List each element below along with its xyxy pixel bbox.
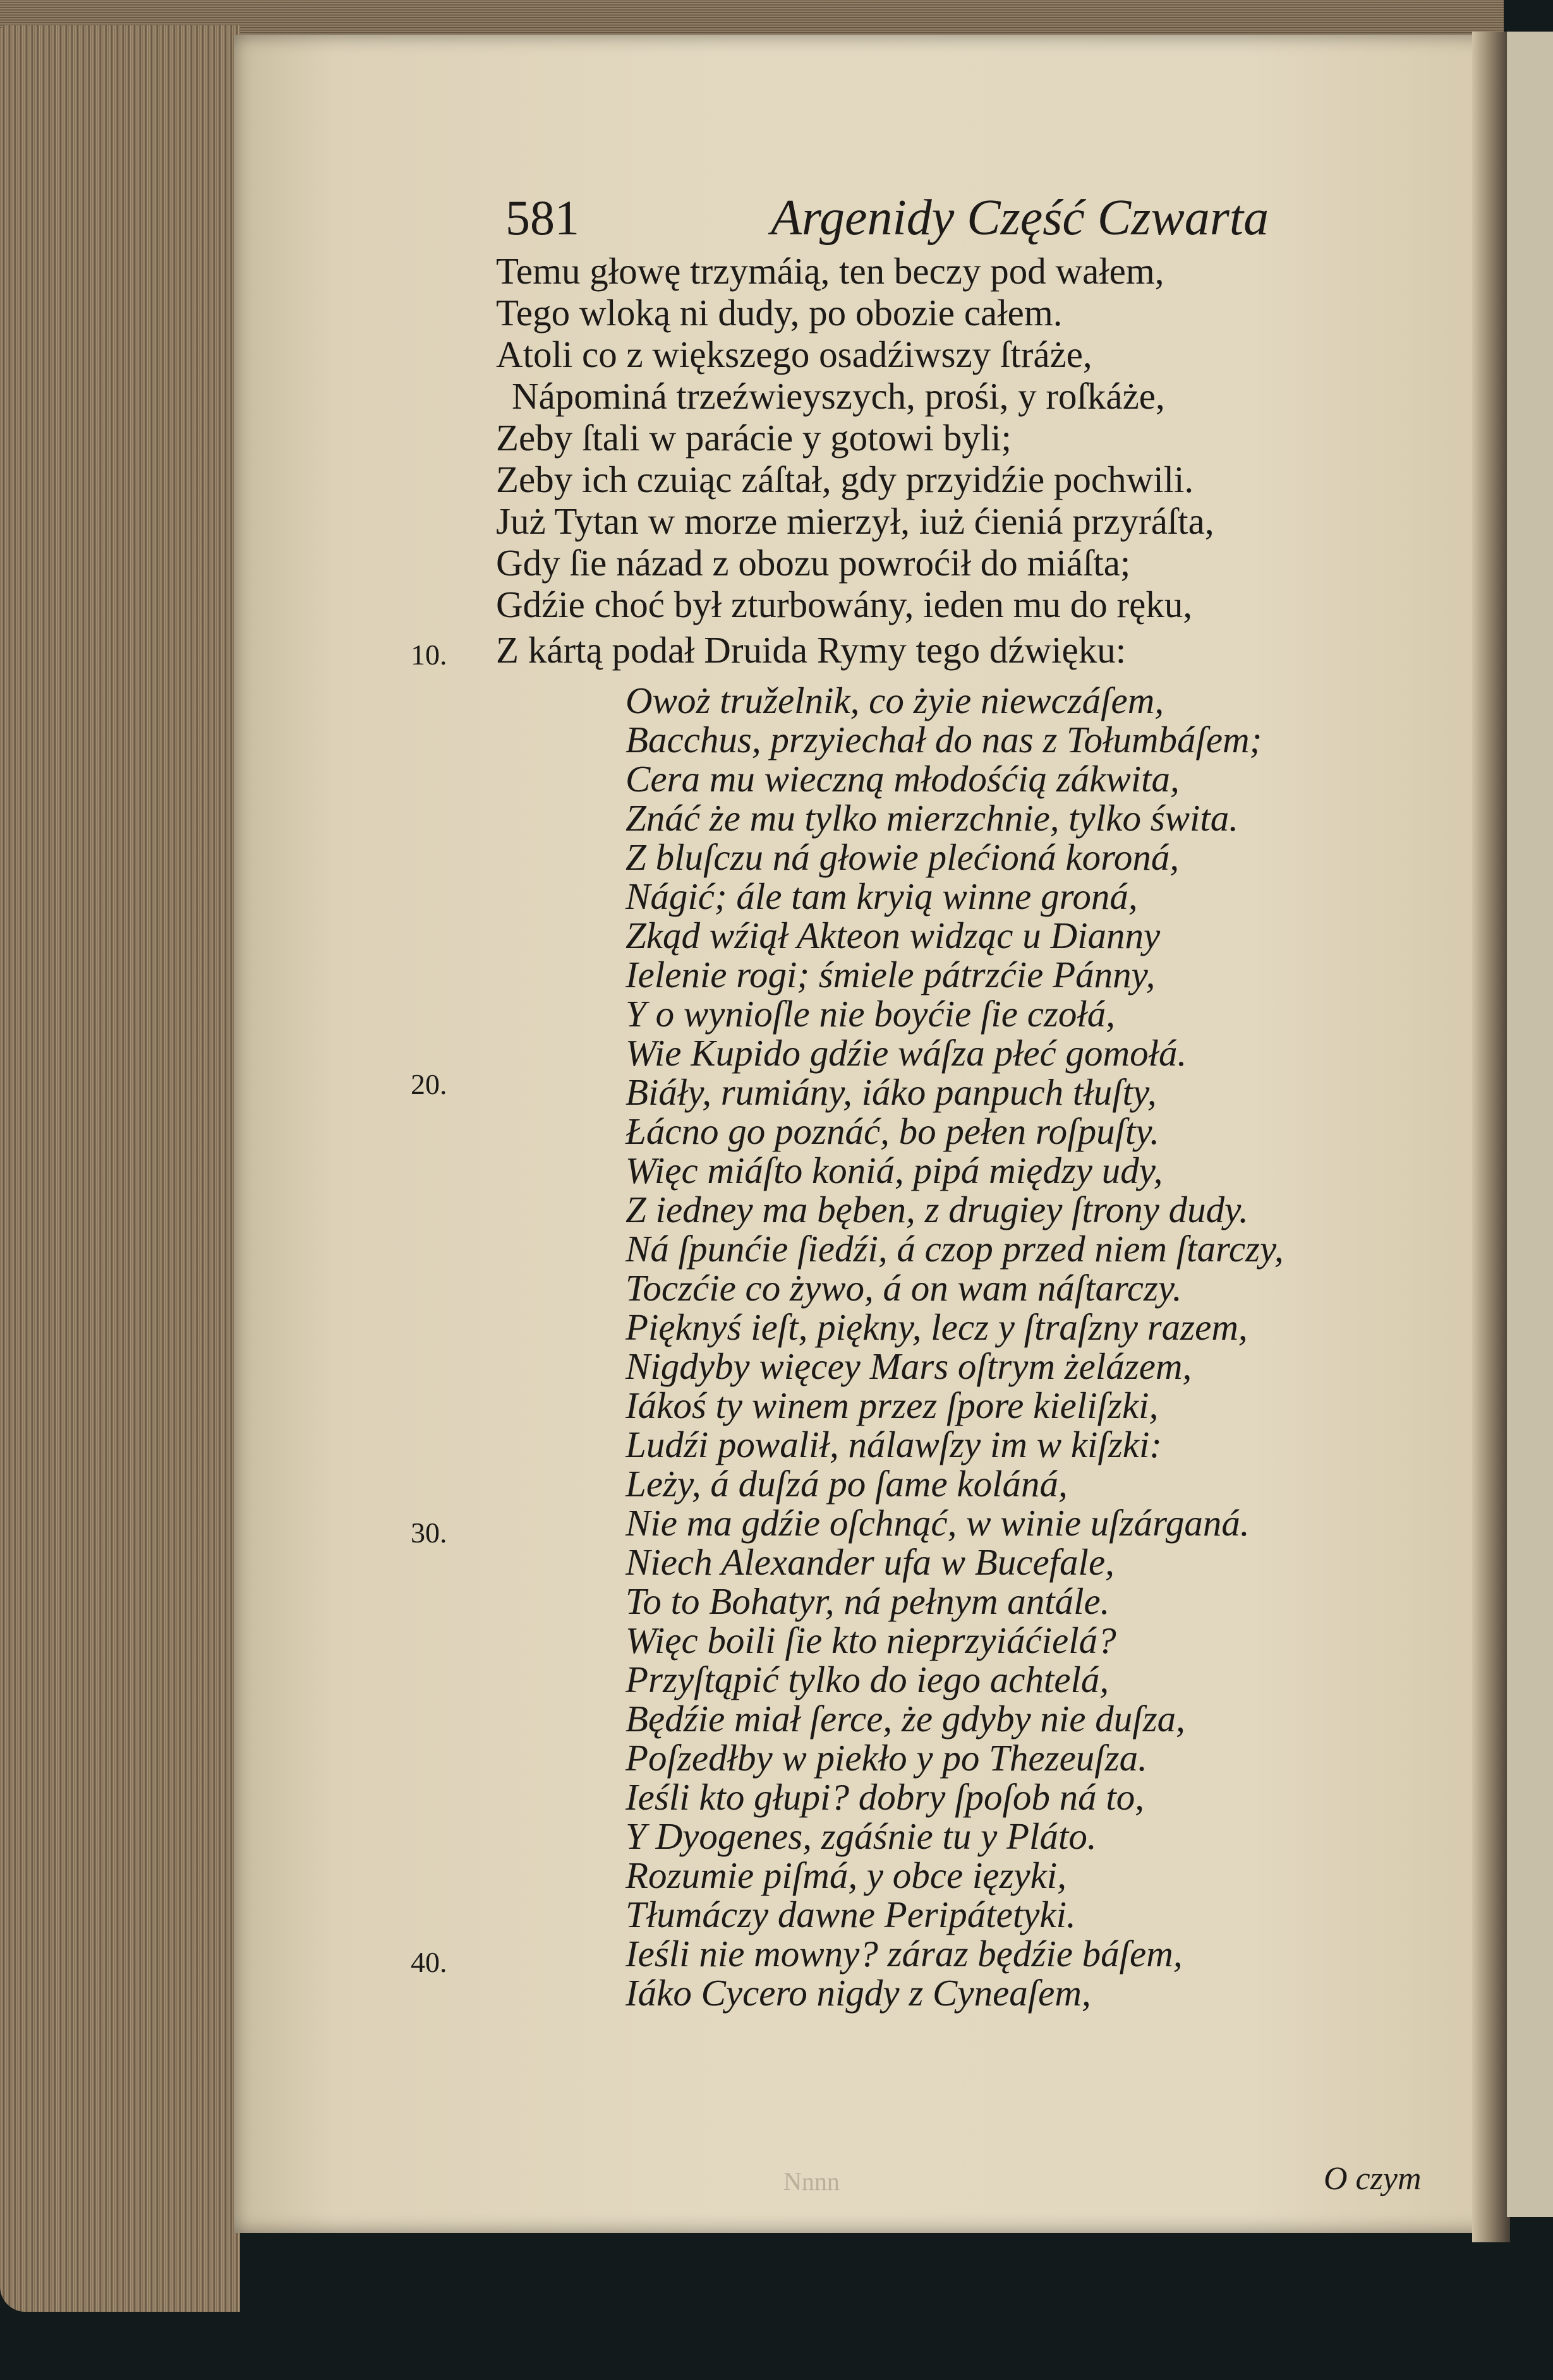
- running-title: Argenidy Część Czwarta: [771, 190, 1269, 246]
- verse-line: Z bluſczu ná głowie plećioná koroná,: [625, 836, 1180, 878]
- verse-line: Niech Alexander ufa w Bucefale,: [625, 1541, 1115, 1583]
- italic-verse-block: [625, 680, 1447, 2014]
- verse-line: Będźie miał ſerce, że gdyby nie duſza,: [625, 1698, 1185, 1740]
- verse-line: Już Tytan w morze mierzył, iuż ćieniá przyráſta,: [496, 500, 1214, 542]
- verse-line: Ná ſpunćie ſiedźi, á czop przed niem ſtarczy,: [625, 1228, 1284, 1270]
- facing-page-edge: [1507, 32, 1553, 2217]
- verse-line: Ieśli nie mowny? záraz będźie báſem,: [625, 1933, 1183, 1974]
- page-edges-left: [0, 25, 240, 2312]
- verse-line: Bacchus, przyiechał do nas z Tołumbáſem;: [625, 719, 1262, 760]
- verse-line: Ielenie rogi; śmiele pátrzćie Pánny,: [625, 954, 1156, 995]
- verse-line: Gdy ſie názad z obozu powroćił do miáſta;: [496, 542, 1131, 584]
- verse-line: Zkąd wźiął Akteon widząc u Dianny: [625, 915, 1161, 956]
- verse-line: Leży, á duſzá po ſame koláná,: [625, 1463, 1068, 1505]
- verse-line: Nigdyby więcey Mars oſtrym żelázem,: [625, 1345, 1192, 1387]
- verse-line: Y Dyogenes, zgáśnie tu y Pláto.: [625, 1815, 1097, 1857]
- signature-mark: Nnnn: [783, 2167, 840, 2196]
- verse-line: Zeby ich czuiąc záſtał, gdy przyidźie pochwili.: [496, 459, 1194, 500]
- verse-line: Ieśli kto głupi? dobry ſpoſob ná to,: [625, 1776, 1145, 1818]
- verse-line: Temu głowę trzymáią, ten beczy pod wałem,: [496, 250, 1164, 292]
- verse-line: Poſzedłby w piekło y po Thezeuſza.: [625, 1737, 1147, 1779]
- verse-line: Znáć że mu tylko mierzchnie, tylko świta.: [625, 797, 1239, 839]
- line-number-10: 10.: [411, 639, 447, 671]
- book-gutter: [1472, 32, 1510, 2242]
- verse-line: Cera mu wieczną młodośćią zákwita,: [625, 758, 1180, 800]
- verse-line: Nápominá trzeźwieyszych, prośi, y roſkáże,: [512, 375, 1165, 417]
- verse-line: Iákoś ty winem przez ſpore kieliſzki,: [625, 1385, 1159, 1426]
- verse-line: Toczćie co żywo, á on wam náſtarczy.: [625, 1267, 1182, 1309]
- verse-line: Zeby ſtali w parácie y gotowi byli;: [496, 417, 1012, 459]
- verse-line: Tego wloką ni dudy, po obozie całem.: [496, 292, 1063, 334]
- verse-line: Owoż truželnik, co żyie niewczáſem,: [625, 680, 1164, 721]
- verse-line: Rozumie piſmá, y obce ięzyki,: [625, 1854, 1067, 1896]
- verse-line: Więc boili ſie kto nieprzyiáćielá?: [625, 1620, 1116, 1661]
- roman-verse-block: [496, 250, 1412, 682]
- catchword: O czym: [1324, 2161, 1422, 2197]
- verse-line: Z iedney ma bęben, z drugiey ſtrony dudy.: [625, 1189, 1248, 1230]
- page-header: [505, 189, 1327, 259]
- verse-line: Więc miáſto koniá, pipá między udy,: [625, 1150, 1163, 1191]
- line-number-30: 30.: [411, 1517, 447, 1549]
- line-number-20: 20.: [411, 1068, 447, 1100]
- verse-line: Łácno go poznáć, bo pełen roſpuſty.: [625, 1110, 1160, 1152]
- page-number: 581: [505, 190, 579, 245]
- verse-line: Wie Kupido gdźie wáſza płeć gomołá.: [625, 1032, 1187, 1074]
- verse-line: To to Bohatyr, ná pełnym antále.: [625, 1580, 1110, 1622]
- verse-line: Biáły, rumiány, iáko panpuch tłuſty,: [625, 1071, 1157, 1113]
- verse-line: Tłumáczy dawne Peripátetyki.: [625, 1894, 1076, 1935]
- verse-line: Przyſtąpić tylko do iego achtelá,: [625, 1659, 1109, 1700]
- line-number-40: 40.: [411, 1946, 447, 1978]
- verse-line: Nie ma gdźie oſchnąć, w winie uſzárganá.: [625, 1502, 1250, 1544]
- verse-line: Pięknyś ieſt, piękny, lecz y ſtraſzny razem,: [625, 1306, 1248, 1348]
- verse-line: Ludźi powalił, nálawſzy im w kiſzki:: [625, 1424, 1162, 1465]
- verse-line: Iáko Cycero nigdy z Cyneaſem,: [625, 1972, 1091, 2014]
- verse-line: Nágić; ále tam kryią winne groná,: [625, 875, 1138, 917]
- verse-line: Z kártą podał Druida Rymy tego dźwięku:: [496, 629, 1127, 671]
- verse-line: Atoli co z większego osadźiwszy ſtráże,: [496, 334, 1092, 375]
- verse-line: Y o wynioſle nie boyćie ſie czołá,: [625, 993, 1116, 1035]
- verse-line: Gdźie choć był zturbowány, ieden mu do ręku,: [496, 584, 1193, 625]
